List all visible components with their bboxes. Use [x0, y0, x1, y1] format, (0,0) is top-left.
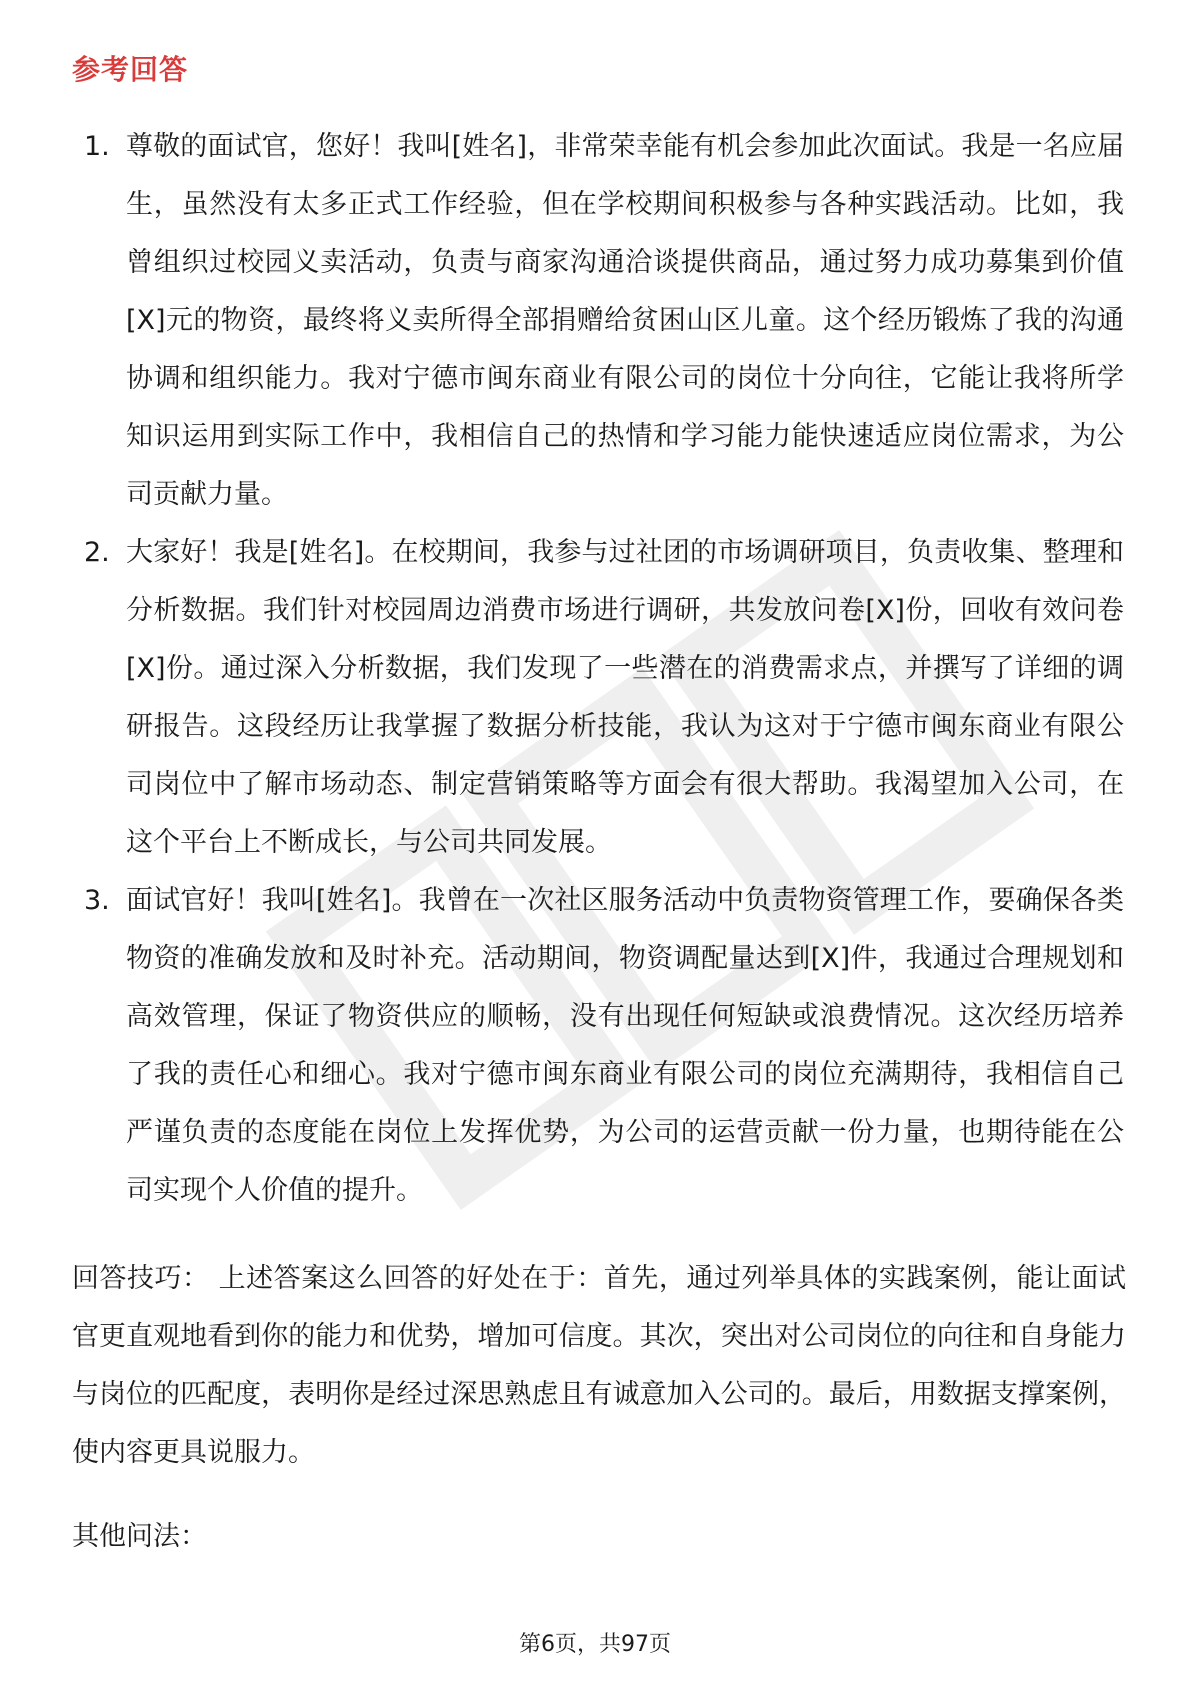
answer-text: 面试官好！我叫[姓名]。我曾在一次社区服务活动中负责物资管理工作，要确保各类物资的准确发放和及时补充。活动期间，物资调配量达到[X]件，我通过合理规划和高效管理，保证了物资供应的顺畅，没有出现任何短缺或浪费情况。这次经历培养了我的责任心和细心。我对宁德市闽东商业有限公司的岗位充满期待，我相信自己严谨负责的态度能在岗位上发挥优势，为公司的运营贡献一份力量，也期待能在公司实现个人价值的提升。: [126, 885, 1124, 1206]
answer-tips-text: 上述答案这么回答的好处在于：首先，通过列举具体的实践案例，能让面试官更直观地看到你的能力和优势，增加可信度。其次，突出对公司岗位的向往和自身能力与岗位的匹配度，表明你是经过深思熟虑且有诚意加入公司的。最后，用数据支撑案例，使内容更具说服力。: [72, 1263, 1126, 1468]
answer-item-1: [84, 118, 1124, 524]
section-title: 参考回答: [72, 53, 189, 86]
answer-list: [84, 118, 1124, 1220]
answer-number: 2.: [84, 537, 110, 568]
answer-item-2: [84, 524, 1124, 872]
answer-item-3: [84, 872, 1124, 1220]
answer-tips-label: 回答技巧：: [72, 1263, 210, 1294]
answer-number: 3.: [84, 885, 110, 916]
answer-text: 大家好！我是[姓名]。在校期间，我参与过社团的市场调研项目，负责收集、整理和分析数据。我们针对校园周边消费市场进行调研，共发放问卷[X]份，回收有效问卷[X]份。通过深入分析数据，我们发现了一些潜在的消费需求点，并撰写了详细的调研报告。这段经历让我掌握了数据分析技能，我认为这对于宁德市闽东商业有限公司岗位中了解市场动态、制定营销策略等方面会有很大帮助。我渴望加入公司，在这个平台上不断成长，与公司共同发展。: [126, 537, 1124, 858]
answer-text: 尊敬的面试官，您好！我叫[姓名]，非常荣幸能有机会参加此次面试。我是一名应届生，虽然没有太多正式工作经验，但在学校期间积极参与各种实践活动。比如，我曾组织过校园义卖活动，负责与商家沟通洽谈提供商品，通过努力成功募集到价值[X]元的物资，最终将义卖所得全部捐赠给贫困山区儿童。这个经历锻炼了我的沟通协调和组织能力。我对宁德市闽东商业有限公司的岗位十分向往，它能让我将所学知识运用到实际工作中，我相信自己的热情和学习能力能快速适应岗位需求，为公司贡献力量。: [126, 131, 1124, 510]
page-number-footer: 第6页，共97页: [519, 1632, 671, 1657]
answer-number: 1.: [84, 131, 110, 162]
answer-tips-paragraph: [72, 1250, 1126, 1482]
other-questions-label: 其他问法：: [72, 1521, 207, 1552]
